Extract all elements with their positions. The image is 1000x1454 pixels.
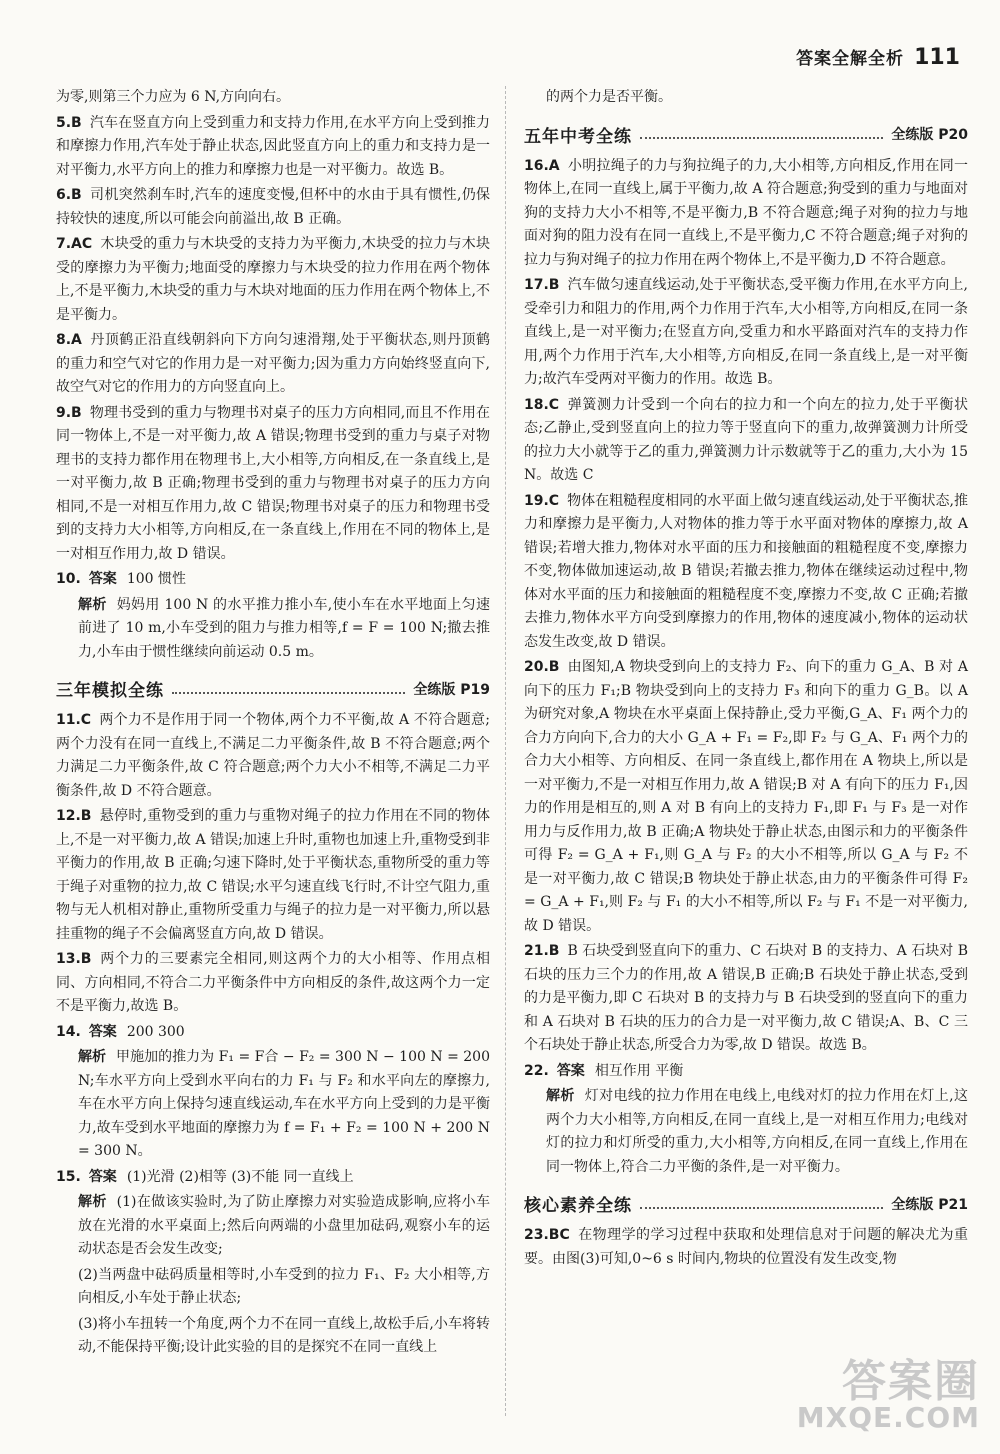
item-number: 7.AC	[56, 236, 93, 252]
item-number: 16.A	[524, 157, 560, 174]
right-column	[524, 86, 968, 1273]
item-number: 13.B	[56, 951, 92, 967]
answer-item	[524, 155, 968, 273]
page-number: 111	[914, 45, 960, 70]
section-leader-dots	[640, 137, 883, 139]
item-text: 司机突然刹车时,汽车的速度变慢,但杯中的水由于具有惯性,仍保持较快的速度,所以可能会向前溢出,故 B 正确。	[56, 187, 490, 227]
section-leader-dots	[640, 1207, 883, 1209]
column-divider	[505, 86, 506, 1416]
continued-text: 的两个力是否平衡。	[546, 89, 672, 105]
answer-item-22	[524, 1060, 968, 1084]
item-number: 21.B	[524, 943, 560, 959]
watermark-text: 答案圈	[842, 1356, 980, 1407]
item-number: 17.B	[524, 277, 560, 293]
item-number: 11.C	[56, 712, 92, 728]
section-heading	[524, 122, 968, 147]
section-title: 核心素养全练	[524, 1196, 632, 1216]
answer-item	[524, 394, 968, 488]
item-number: 19.C	[524, 492, 560, 509]
explanation-text: 妈妈用 100 N 的水平推力推小车,使小车在水平地面上匀速前进了 10 m,小车受到的阻力与推力相等,f = F = 100 N;撤去推力,小车由于惯性继续向前运动 0.5 m。	[78, 596, 490, 660]
item-text: 两个力的三要素完全相同,则这两个力的大小相等、作用点相同、方向相同,不符合二力平衡条件中方向相反的条件,故这两个力一定不是平衡力,故选 B。	[56, 951, 490, 1014]
explanation	[524, 1085, 968, 1179]
item-text: 悬停时,重物受到的重力与重物对绳子的拉力作用在不同的物体上,不是一对平衡力,故 A 错误;加速上升时,重物也加速上升,重物受到非平衡力的作用,故 B 正确;匀速下降时,处于平衡状态,重物所受的重力等于绳子对重物的拉力,故 C 错误;水平匀速直线飞行时,不计空气阻力,重物与无人机相对静止,重物所受重力与绳子的拉力是一对平衡力,所以悬挂重物的绳子不会偏离竖直方向,故 D 错误。	[56, 808, 490, 942]
answer-item	[524, 490, 968, 655]
item-text: 小明拉绳子的力与狗拉绳子的力,大小相等,方向相反,作用在同一物体上,在同一直线上,属于平衡力,故 A 符合题意;狗受到的重力与地面对狗的支持力大小不相等,不是平衡力,B 不符合题意;绳子对狗的拉力与地面对狗的阻力没有在同一直线上,不是平衡力,C 不符合题意;绳子对狗的拉力与狗对绳子的拉力作用在两个物体上,不是平衡力,D 不符合题意。	[524, 157, 968, 268]
answer-label: 答案	[556, 1062, 585, 1079]
item-number: 23.BC	[524, 1227, 570, 1243]
answer-item-10	[56, 568, 490, 592]
answer-item	[56, 805, 490, 946]
item-number: 18.C	[524, 396, 560, 413]
left-column	[56, 86, 490, 1362]
section-title: 五年中考全练	[524, 126, 632, 147]
item-number: 5.B	[56, 114, 82, 131]
explanation	[56, 594, 490, 665]
section-leader-dots	[172, 692, 405, 694]
continued-text: 为零,则第三个力应为 6 N,方向向右。	[56, 89, 291, 105]
section-heading	[56, 676, 490, 701]
item-text: 汽车在竖直方向上受到重力和支持力作用,在水平方向上受到推力和摩擦力作用,汽车处于静止状态,因此竖直方向上的重力和支持力是一对平衡力,水平方向上的推力和摩擦力也是一对平衡力。故选 B。	[56, 114, 490, 178]
explanation-part	[56, 1313, 490, 1360]
page-header	[796, 44, 960, 70]
explanation-text: (1)在做该实验时,为了防止摩擦力对实验造成影响,应将小车放在光滑的水平桌面上;然后向两端的小盘里加砝码,观察小车的运动状态是否会发生改变;	[78, 1194, 491, 1257]
answer-item	[56, 233, 490, 327]
answer-item	[56, 329, 490, 400]
item-text: 木块受的重力与木块受的支持力为平衡力,木块受的拉力与木块受的摩擦力为平衡力;地面受的摩擦力与木块受的拉力作用在两个物体上,不是平衡力,木块受的重力与木块对地面的压力作用在两个物体上,不是平衡力。	[56, 236, 490, 323]
item-number: 10.	[56, 571, 81, 587]
item-number: 6.B	[56, 187, 82, 203]
watermark-url: MXQE.COM	[796, 1401, 980, 1434]
section-page-ref: 全练版 P20	[891, 127, 968, 143]
explanation	[56, 1046, 490, 1164]
section-heading	[524, 1191, 968, 1216]
item-number: 22.	[524, 1062, 549, 1079]
explanation-text: 甲施加的推力为 F₁ = F合 − F₂ = 300 N − 100 N = 200 N;车水平方向上受到水平向右的力 F₁ 与 F₂ 和水平向左的摩擦力,车在水平方向上保持匀速直线运动,车在水平方向上受到的力是平衡力,故车受到水平地面的摩擦力为 f = F₁ + F₂ = 100 N + 200 N = 300 N。	[78, 1049, 490, 1159]
answer-value: 200 300	[126, 1023, 185, 1040]
explanation-label: 解析	[546, 1088, 575, 1104]
item-text: 由图知,A 物块受到向上的支持力 F₂、向下的重力 G_A、B 对 A 向下的压力 F₁;B 物块受到向上的支持力 F₃ 和向下的重力 G_B。以 A 为研究对象,A 物块在水平桌面上保持静止,受力平衡,G_A、F₁ 两个力的合力方向向下,合力的大小 G_A + F₁ = F₂,即 F₂ 与 G_A、F₁ 两个力的合力大小相等、方向相反、在同一条直线上,都作用在 A 物块上,所以是一对平衡力,不是一对相互作用力,故 A 错误;B 对 A 有向下的压力 F₁,因力的作用是相互的,则 A 对 B 有向上的支持力 F₁,即 F₁ 与 F₃ 是一对作用力与反作用力,故 B 正确;A 物块处于静止状态,由图示和力的平衡条件可得 F₂ = G_A + F₁,则 G_A 与 F₂ 的大小不相等,所以 G_A 与 F₂ 不是一对平衡力,故 C 错误;B 物块处于静止状态,由力的平衡条件可得 F₂ = G_A + F₁,则 F₂ 与 F₁ 的大小不相等,所以 F₂ 与 F₁ 不是一对平衡力,故 D 错误。	[524, 659, 968, 934]
answer-label: 答案	[88, 571, 117, 587]
answer-item	[56, 112, 490, 183]
header-title: 答案全解全析	[796, 49, 905, 69]
answer-item-15	[56, 1166, 490, 1190]
answer-item-14	[56, 1021, 490, 1045]
explanation-text: 灯对电线的拉力作用在电线上,电线对灯的拉力作用在灯上,这两个力大小相等,方向相反,在同一直线上,是一对相互作用力;电线对灯的拉力和灯所受的重力,大小相等,方向相反,在同一直线上,作用在同一物体上,符合二力平衡的条件,是一对平衡力。	[546, 1088, 968, 1175]
explanation-label: 解析	[78, 1049, 107, 1065]
section-title: 三年模拟全练	[56, 681, 164, 701]
section-page-ref: 全练版 P19	[413, 681, 490, 698]
answer-item	[56, 184, 490, 231]
explanation	[56, 1191, 490, 1262]
item-text: 弹簧测力计受到一个向右的拉力和一个向左的拉力,处于平衡状态;乙静止,受到竖直向上的拉力等于竖直向下的重力,故弹簧测力计所受的拉力大小就等于乙的重力,弹簧测力计示数就等于乙的重力,大小为 15 N。故选 C	[524, 396, 968, 483]
item-number: 8.A	[56, 332, 82, 348]
answer-item	[524, 1224, 968, 1271]
section-page-ref: 全练版 P21	[891, 1196, 968, 1213]
answer-item	[56, 709, 490, 803]
item-text: 在物理学的学习过程中获取和处理信息对于问题的解决尤为重要。由图(3)可知,0~6 s 时间内,物块的位置没有发生改变,物	[524, 1227, 968, 1267]
answer-value: 100 惯性	[126, 571, 186, 587]
item-text: 物理书受到的重力与物理书对桌子的压力方向相同,而且不作用在同一物体上,不是一对平衡力,故 A 错误;物理书受到的重力与桌子对物理书的支持力都作用在物理书上,大小相等,方向相反,在一条直线上,是一对平衡力,故 B 正确;物理书受到的重力与物理书对桌子的压力方向相同,不是一对相互作用力,故 C 错误;物理书对桌子的压力和物理书受到的支持力大小相等,方向相反,在一条直线上,作用在不同的物体上,是一对相互作用力,故 D 错误。	[56, 404, 490, 562]
answer-item	[56, 402, 490, 567]
item-number: 14.	[56, 1023, 81, 1040]
explanation-text: (3)将小车扭转一个角度,两个力不在同一直线上,故松手后,小车将转动,不能保持平衡;设计此实验的目的是探究不在同一直线上	[78, 1315, 490, 1355]
item-text: B 石块受到竖直向下的重力、C 石块对 B 的支持力、A 石块对 B 石块的压力三个力的作用,故 A 错误,B 正确;B 石块处于静止状态,受到的力是平衡力,即 C 石块对 B 的支持力与 B 石块受到的竖直向下的重力和 A 石块对 B 石块的压力的合力是一对平衡力,故 C 错误;A、B、C 三个石块处于静止状态,所受合力为零,故 D 错误。故选 B。	[524, 943, 968, 1053]
item-text: 两个力不是作用于同一个物体,两个力不平衡,故 A 不符合题意;两个力没有在同一直线上,不满足二力平衡条件,故 B 不符合题意;两个力满足二力平衡条件,故 C 符合题意;两个力大小不相等,不满足二力平衡条件,故 D 不符合题意。	[56, 712, 490, 799]
explanation-text: (2)当两盘中砝码质量相等时,小车受到的拉力 F₁、F₂ 大小相等,方向相反,小车处于静止状态;	[78, 1266, 490, 1306]
explanation-label: 解析	[78, 1194, 107, 1210]
answer-label: 答案	[88, 1023, 117, 1040]
answer-item	[56, 948, 490, 1019]
answer-value: (1)光滑 (2)相等 (3)不能 同一直线上	[126, 1168, 354, 1185]
answer-item	[524, 940, 968, 1058]
answer-value: 相互作用 平衡	[594, 1062, 684, 1079]
item-number: 9.B	[56, 404, 82, 421]
answer-item	[524, 656, 968, 938]
answer-item	[524, 274, 968, 392]
answer-label: 答案	[88, 1168, 117, 1185]
item-number: 12.B	[56, 808, 92, 824]
item-text: 汽车做匀速直线运动,处于平衡状态,受平衡力作用,在水平方向上,受牵引力和阻力的作用,两个力作用于汽车,大小相等,方向相反,在同一条直线上,是一对平衡力;在竖直方向,受重力和水平路面对汽车的支持力作用,两个力作用于汽车,大小相等,方向相反,在同一条直线上,是一对平衡力;故汽车受两对平衡力的作用。故选 B。	[524, 277, 968, 387]
item-text: 物体在粗糙程度相同的水平面上做匀速直线运动,处于平衡状态,推力和摩擦力是平衡力,人对物体的推力等于水平面对物体的摩擦力,故 A 错误;若增大推力,物体对水平面的压力和接触面的粗糙程度不变,摩擦力不变,物体做加速运动,故 B 错误;若撤去推力,物体在继续运动过程中,物体对水平面的压力和接触面的粗糙程度不变,摩擦力不变,故 C 正确;若撤去推力,物体水平方向受到摩擦力的作用,物体的速度减小,物体的运动状态发生改变,故 D 错误。	[524, 492, 968, 650]
item-number: 20.B	[524, 659, 560, 675]
watermark-logo	[796, 1356, 980, 1434]
item-text: 丹顶鹤正沿直线朝斜向下方向匀速滑翔,处于平衡状态,则丹顶鹤的重力和空气对它的作用力是一对平衡力;因为重力方向始终竖直向下,故空气对它的作用力的方向竖直向上。	[56, 332, 490, 395]
explanation-label: 解析	[78, 596, 107, 613]
item-number: 15.	[56, 1168, 81, 1185]
explanation-part	[56, 1264, 490, 1311]
